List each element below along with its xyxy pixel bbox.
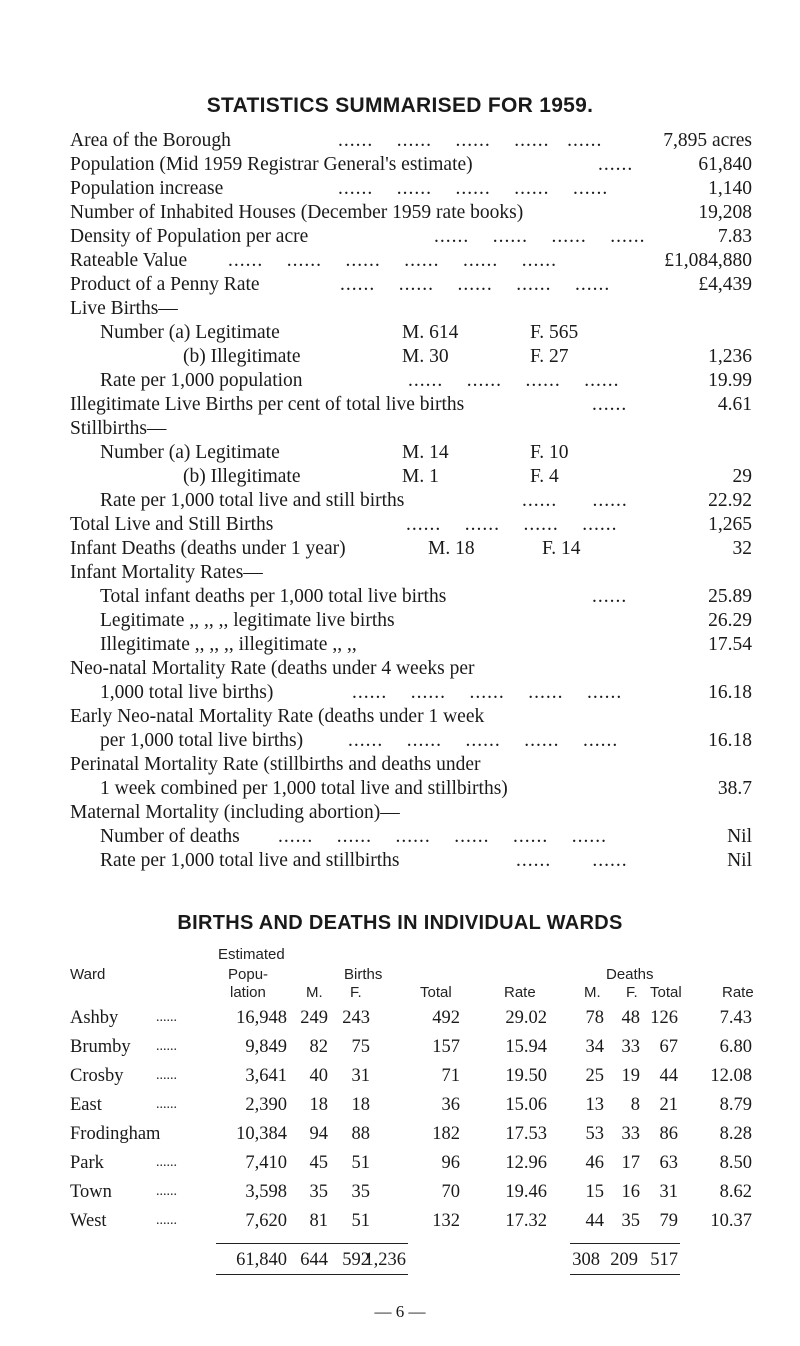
summary-row-density: Density of Population per acre ...... ...... ...... ...... 7.83 [70,226,752,247]
stillbirths-illeg-row [0,465,800,489]
live-births-heading-row [0,297,800,321]
maternal-number-row: Number of deaths ...... ...... ...... ...... ...... ...... Nil [100,826,752,847]
stillbirths-rate-row: Rate per 1,000 total live and still births ...... ...... 22.92 [100,490,752,511]
ward-deaths-m: 78 [585,1008,604,1028]
stillbirths-legit-m: M. 14 [402,442,449,463]
stillbirths-legit-label: Number (a) Legitimate [100,442,280,463]
increase-label: Population increase [70,178,224,199]
ward-name: West [70,1211,107,1231]
ward-births-f: 51 [351,1153,370,1173]
houses-label: Number of Inhabited Houses (December 1959 rate books) [70,202,524,223]
early-neo-label-1: Early Neo-natal Mortality Rate (deaths under 1 week [70,706,485,727]
perinatal-row-1 [0,753,800,777]
ward-deaths-total: 67 [659,1037,678,1057]
maternal-rate-label: Rate per 1,000 total live and stillbirths [100,850,400,871]
imr-legit-label: Legitimate ,, ,, ,, legitimate live births [100,610,395,631]
imr-illeg-label: Illegitimate ,, ,, ,, illegitimate ,, ,, [100,634,357,655]
wards-title: BIRTHS AND DEATHS IN INDIVIDUAL WARDS [177,912,623,934]
population-value: 61,840 [698,154,752,175]
header-estimated: Estimated [218,946,285,963]
ward-deaths-m: 34 [585,1037,604,1057]
summary-row-population: Population (Mid 1959 Registrar General's estimate) ...... 61,840 [70,154,752,175]
ward-births-total: 157 [432,1037,460,1057]
neo-natal-row-1 [0,657,800,681]
population-label: Population (Mid 1959 Registrar General's estimate) [70,154,473,175]
ward-name: East [70,1095,102,1115]
summary-row-increase: Population increase ...... ...... ...... ...... ...... 1,140 [70,178,752,199]
ward-deaths-total: 86 [659,1124,678,1144]
ward-name: Town [70,1182,112,1202]
ward-births-total: 71 [441,1066,460,1086]
ward-deaths-f: 19 [621,1066,640,1086]
ward-births-m: 94 [309,1124,328,1144]
summary-row-houses [0,201,800,225]
stillbirths-rate-label: Rate per 1,000 total live and still births [100,490,405,511]
ward-births-f: 51 [351,1211,370,1231]
ward-deaths-m: 15 [585,1182,604,1202]
page-number: — 6 — [374,1302,426,1321]
stillbirths-heading-row [0,417,800,441]
ward-births-total: 70 [441,1182,460,1202]
ward-deaths-f: 33 [621,1037,640,1057]
page-title: STATISTICS SUMMARISED FOR 1959. [206,94,594,117]
ward-population: 2,390 [245,1095,287,1115]
stillbirths-legit-row [0,441,800,465]
stillbirths-illeg-label: (b) Illegitimate [183,466,301,487]
imr-total-value: 25.89 [708,586,752,607]
total-births-label: Total Live and Still Births [70,514,274,535]
live-births-legit-m: M. 614 [402,322,459,343]
ward-births-total: 182 [432,1124,460,1144]
imr-total-label: Total infant deaths per 1,000 total live births [100,586,447,607]
early-neo-value: 16.18 [708,730,752,751]
ward-population: 7,410 [245,1153,287,1173]
live-births-rate-value: 19.99 [708,370,752,391]
ward-leader-dots: ...... [156,1039,177,1054]
imr-total-row: Total infant deaths per 1,000 total live births ...... 25.89 [100,586,752,607]
rateable-label: Rateable Value [70,250,188,271]
total-bt: 1,236 [364,1250,406,1270]
header-deaths-m: M. [584,984,601,1001]
ward-births-f: 35 [351,1182,370,1202]
ward-deaths-total: 126 [650,1008,678,1028]
ward-births-m: 82 [309,1037,328,1057]
ward-population: 7,620 [245,1211,287,1231]
ward-births-rate: 17.53 [505,1124,547,1144]
neo-natal-label-2: 1,000 total live births) [100,682,274,703]
ward-births-f: 31 [351,1066,370,1086]
ward-births-m: 35 [309,1182,328,1202]
stillbirths-total: 29 [732,466,752,487]
header-deaths-total: Total [650,984,682,1001]
illegitimate-percent-row: Illegitimate Live Births per cent of total live births ...... 4.61 [70,394,752,415]
ward-deaths-rate: 6.80 [719,1037,752,1057]
maternal-rate-value: Nil [727,850,752,871]
header-births-f: F. [350,984,362,1001]
infant-deaths-value: 32 [732,538,752,559]
summary-row-rateable: Rateable Value ...... ...... ...... ...... ...... ...... £1,084,880 [70,250,752,271]
ward-deaths-f: 16 [621,1182,640,1202]
ward-deaths-rate: 8.62 [719,1182,752,1202]
totals-rule-bottom-deaths [570,1274,680,1275]
stillbirths-rate-value: 22.92 [708,490,752,511]
header-deaths-rate: Rate [722,984,754,1001]
illegitimate-percent-value: 4.61 [717,394,752,415]
live-births-illeg-m: M. 30 [402,346,449,367]
ward-births-m: 81 [309,1211,328,1231]
live-births-rate-label: Rate per 1,000 population [100,370,303,391]
perinatal-value: 38.7 [717,778,752,799]
ward-deaths-m: 25 [585,1066,604,1086]
early-neo-row-1 [0,705,800,729]
ward-births-rate: 15.06 [505,1095,547,1115]
perinatal-label-2: 1 week combined per 1,000 total live and stillbirths) [100,778,508,799]
header-lation: lation [230,984,266,1001]
ward-births-f: 243 [342,1008,370,1028]
ward-deaths-total: 21 [659,1095,678,1115]
stillbirths-illeg-f: F. 4 [530,466,559,487]
ward-deaths-f: 17 [621,1153,640,1173]
imr-illeg-row [0,633,800,657]
header-births-m: M. [306,984,323,1001]
maternal-heading: Maternal Mortality (including abortion)— [70,802,400,823]
ward-population: 9,849 [245,1037,287,1057]
density-label: Density of Population per acre [70,226,309,247]
ward-leader-dots: ...... [156,1097,177,1112]
ward-population: 16,948 [236,1008,287,1028]
ward-deaths-m: 13 [585,1095,604,1115]
totals-rule-bottom-births [216,1274,408,1275]
maternal-number-value: Nil [727,826,752,847]
ward-deaths-rate: 7.43 [719,1008,752,1028]
ward-name: Brumby [70,1037,131,1057]
totals-rule-top-births [216,1243,408,1244]
summary-row-penny: Product of a Penny Rate ...... ...... ...... ...... ...... £4,439 [70,274,752,295]
neo-natal-row-2: 1,000 total live births) ...... ...... ...... ...... ...... 16.18 [100,682,752,703]
total-df: 209 [610,1250,638,1270]
totals-rule-top-deaths [570,1243,680,1244]
total-bf: 592 [342,1250,370,1270]
ward-births-f: 18 [351,1095,370,1115]
perinatal-row-2 [0,777,800,801]
total-dt: 517 [650,1250,678,1270]
ward-births-rate: 15.94 [505,1037,547,1057]
ward-leader-dots: ...... [156,1155,177,1170]
total-births-value: 1,265 [708,514,752,535]
ward-births-rate: 19.46 [505,1182,547,1202]
ward-deaths-m: 46 [585,1153,604,1173]
ward-births-m: 45 [309,1153,328,1173]
ward-births-m: 18 [309,1095,328,1115]
summary-row-area: Area of the Borough ...... ...... ...... ...... ...... 7,895 acres [70,130,752,151]
live-births-legit-row [0,321,800,345]
live-births-legit-f: F. 565 [530,322,579,343]
ward-leader-dots: ...... [156,1068,177,1083]
total-bm: 644 [300,1250,328,1270]
ward-births-rate: 19.50 [505,1066,547,1086]
ward-deaths-f: 8 [630,1095,640,1115]
ward-births-total: 36 [441,1095,460,1115]
header-popu: Popu- [228,966,269,983]
early-neo-label-2: per 1,000 total live births) [100,730,304,751]
penny-label: Product of a Penny Rate [70,274,260,295]
penny-value: £4,439 [698,274,752,295]
ward-deaths-rate: 8.50 [719,1153,752,1173]
stillbirths-heading: Stillbirths— [70,418,167,439]
ward-deaths-f: 48 [621,1008,640,1028]
imr-illeg-value: 17.54 [708,634,752,655]
ward-name: Crosby [70,1066,124,1086]
ward-births-total: 492 [432,1008,460,1028]
ward-births-rate: 17.32 [505,1211,547,1231]
ward-population: 10,384 [236,1124,287,1144]
ward-deaths-f: 33 [621,1124,640,1144]
maternal-heading-row [0,801,800,825]
ward-deaths-rate: 8.79 [719,1095,752,1115]
live-births-illeg-f: F. 27 [530,346,569,367]
header-deaths: Deaths [606,966,654,983]
ward-deaths-f: 35 [621,1211,640,1231]
illegitimate-percent-label: Illegitimate Live Births per cent of total live births [70,394,465,415]
header-ward: Ward [70,966,106,983]
total-dm: 308 [572,1250,600,1270]
ward-leader-dots: ...... [156,1213,177,1228]
live-births-total: 1,236 [708,346,752,367]
ward-leader-dots: ...... [156,1010,177,1025]
ward-births-m: 40 [309,1066,328,1086]
ward-deaths-total: 44 [659,1066,678,1086]
header-deaths-f: F. [626,984,638,1001]
header-births-rate: Rate [504,984,536,1001]
ward-deaths-m: 53 [585,1124,604,1144]
area-value: 7,895 acres [663,130,752,151]
ward-deaths-rate: 8.28 [719,1124,752,1144]
ward-population: 3,598 [245,1182,287,1202]
total-pop: 61,840 [236,1250,287,1270]
ward-deaths-rate: 12.08 [710,1066,752,1086]
early-neo-row-2: per 1,000 total live births) ...... ...... ...... ...... ...... 16.18 [100,730,752,751]
header-births: Births [344,966,383,983]
ward-deaths-total: 63 [659,1153,678,1173]
total-births-row: Total Live and Still Births ...... ...... ...... ...... 1,265 [70,514,752,535]
increase-value: 1,140 [708,178,752,199]
infant-deaths-label: Infant Deaths (deaths under 1 year) [70,538,346,559]
live-births-illeg-row [0,345,800,369]
ward-births-f: 75 [351,1037,370,1057]
ward-deaths-total: 31 [659,1182,678,1202]
ward-name: Ashby [70,1008,119,1028]
neo-natal-value: 16.18 [708,682,752,703]
area-label: Area of the Borough [70,130,231,151]
live-births-legit-label: Number (a) Legitimate [100,322,280,343]
ward-leader-dots: ...... [156,1184,177,1199]
imr-heading: Infant Mortality Rates— [70,562,263,583]
infant-deaths-row [0,537,800,561]
perinatal-label-1: Perinatal Mortality Rate (stillbirths and deaths under [70,754,481,775]
live-births-rate-row: Rate per 1,000 population ...... ...... ...... ...... 19.99 [100,370,752,391]
maternal-rate-row: Rate per 1,000 total live and stillbirths ...... ...... Nil [100,850,752,871]
ward-deaths-total: 79 [659,1211,678,1231]
rateable-value: £1,084,880 [664,250,752,271]
density-value: 7.83 [717,226,752,247]
ward-name: Park [70,1153,104,1173]
neo-natal-label-1: Neo-natal Mortality Rate (deaths under 4 weeks per [70,658,475,679]
ward-deaths-m: 44 [585,1211,604,1231]
live-births-heading: Live Births— [70,298,178,319]
ward-births-m: 249 [300,1008,328,1028]
houses-value: 19,208 [698,202,752,223]
ward-births-rate: 12.96 [505,1153,547,1173]
imr-heading-row [0,561,800,585]
ward-population: 3,641 [245,1066,287,1086]
infant-deaths-m: M. 18 [428,538,475,559]
header-births-total: Total [420,984,452,1001]
maternal-number-label: Number of deaths [100,826,240,847]
imr-legit-value: 26.29 [708,610,752,631]
imr-legit-row [0,609,800,633]
ward-name: Frodingham [70,1124,161,1144]
ward-deaths-rate: 10.37 [710,1211,752,1231]
ward-births-f: 88 [351,1124,370,1144]
stillbirths-illeg-m: M. 1 [402,466,439,487]
stillbirths-legit-f: F. 10 [530,442,569,463]
infant-deaths-f: F. 14 [542,538,581,559]
ward-births-rate: 29.02 [505,1008,547,1028]
ward-births-total: 96 [441,1153,460,1173]
live-births-illeg-label: (b) Illegitimate [183,346,301,367]
ward-births-total: 132 [432,1211,460,1231]
